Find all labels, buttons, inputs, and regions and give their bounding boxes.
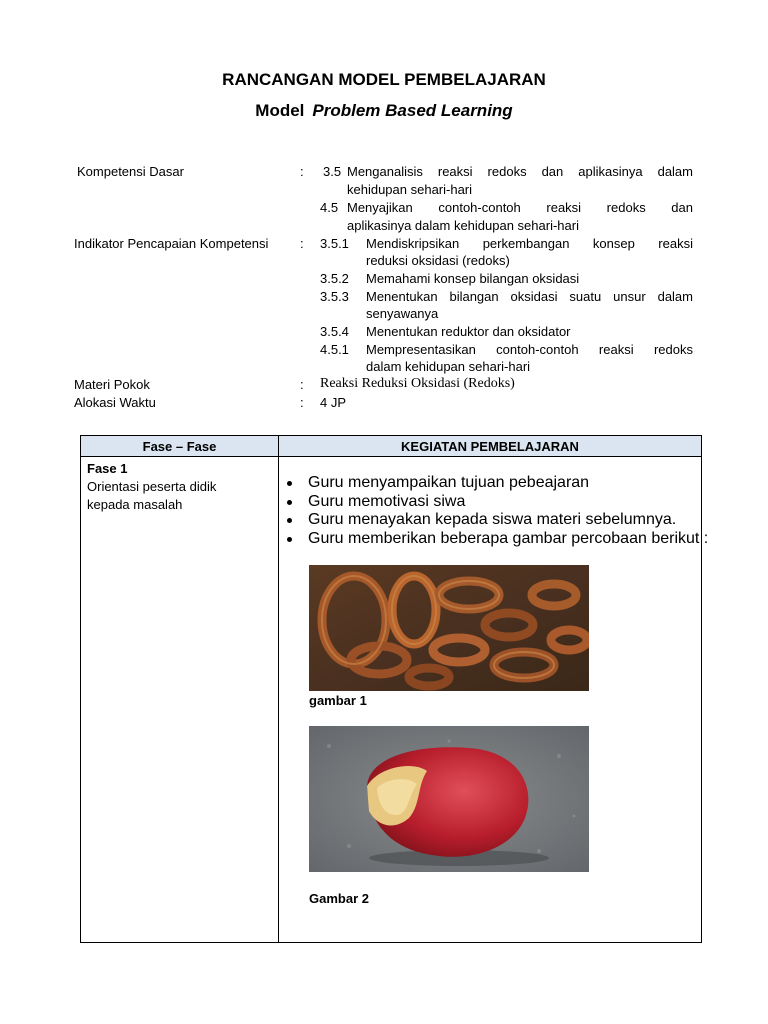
kd-text-1a: Menganalisis reaksi redoks dan aplikasinya dalam (347, 164, 693, 179)
ipk-num-3: 3.5.3 (320, 289, 349, 304)
phase-cell (81, 457, 279, 943)
phase-desc-line-2: kepada masalah (87, 497, 183, 512)
ipk-text-5b: dalam kehidupan sehari-hari (366, 359, 531, 374)
ipk-colon: : (300, 236, 304, 251)
materi-colon: : (300, 377, 304, 392)
rusty-chain-image (309, 565, 589, 691)
kd-label: Kompetensi Dasar (77, 164, 184, 179)
bitten-apple-image (309, 726, 589, 872)
kd-num-1: 3.5 (323, 164, 342, 179)
ipk-text-3b: senyawanya (366, 306, 439, 321)
ipk-text-4a: Menentukan reduktor dan oksidator (366, 324, 571, 339)
list-item: Guru menyampaikan tujuan pebeajaran (286, 474, 708, 493)
phase-title: Fase 1 (87, 461, 128, 476)
kd-text-1b: kehidupan sehari-hari (347, 182, 473, 197)
alokasi-colon: : (300, 395, 304, 410)
document-title: RANCANGAN MODEL PEMBELAJARAN (222, 70, 546, 89)
ipk-text-1a: Mendiskripsikan perkembangan konsep reaksi (366, 236, 693, 251)
ipk-num-5: 4.5.1 (320, 342, 349, 357)
list-item: Guru memberikan beberapa gambar percobaan berikut : (286, 530, 708, 549)
caption-1: gambar 1 (309, 693, 367, 708)
list-item: Guru menayakan kepada siswa materi sebelumnya. (286, 511, 708, 530)
kd-num-2: 4.5 (320, 200, 339, 215)
caption-2: Gambar 2 (309, 891, 369, 906)
ipk-text-3a: Menentukan bilangan oksidasi suatu unsur dalam (366, 289, 693, 304)
kd-text-2b: aplikasinya dalam kehidupan sehari-hari (347, 218, 579, 233)
kd-colon: : (300, 164, 304, 179)
activity-list (286, 474, 708, 548)
ipk-num-4: 3.5.4 (320, 324, 349, 339)
ipk-text-5a: Mempresentasikan contoh-contoh reaksi redoks (366, 342, 693, 357)
materi-label: Materi Pokok (74, 377, 150, 392)
materi-value: Reaksi Reduksi Oksidasi (Redoks) (320, 376, 515, 391)
model-name: Problem Based Learning (312, 101, 513, 120)
ipk-num-2: 3.5.2 (320, 271, 349, 286)
alokasi-label: Alokasi Waktu (74, 395, 156, 410)
ipk-text-2a: Memahami konsep bilangan oksidasi (366, 271, 580, 286)
kd-text-2a: Menyajikan contoh-contoh reaksi redoks dan (347, 200, 693, 215)
ipk-num-1: 3.5.1 (320, 236, 349, 251)
col-header-phase: Fase – Fase (81, 436, 279, 457)
alokasi-value: 4 JP (320, 395, 347, 410)
ipk-label: Indikator Pencapaian Kompetensi (74, 236, 269, 251)
list-item: Guru memotivasi siwa (286, 493, 708, 512)
model-label: Model (255, 101, 305, 120)
model-title (0, 101, 768, 121)
col-header-activities: KEGIATAN PEMBELAJARAN (279, 436, 702, 457)
phase-desc-line-1: Orientasi peserta didik (87, 479, 217, 494)
ipk-text-1b: reduksi oksidasi (redoks) (366, 253, 510, 268)
